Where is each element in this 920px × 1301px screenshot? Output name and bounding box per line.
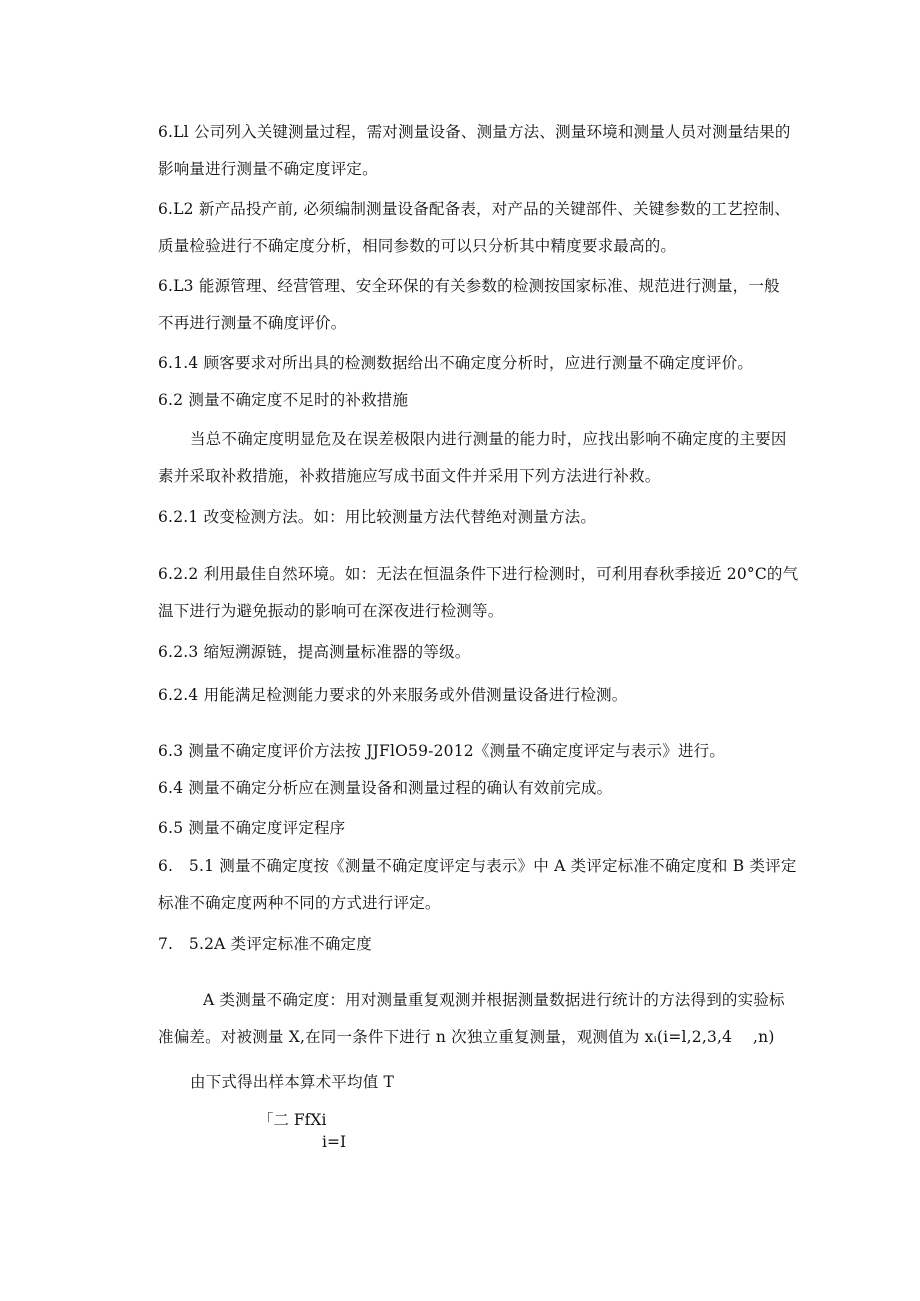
para-mean-intro: 由下式得出样本算术平均值 T — [190, 1073, 395, 1091]
para-6-3: 6.3 测量不确定度评价方法按 JJFlO59-2012《测量不确定度评定与表示》进行。 — [158, 742, 726, 760]
para-type-a-line-2: 准偏差。对被测量 X,在同一条件下进行 n 次独立重复测量，观测值为 xᵢ(i=l,2,3,4 ,n) — [158, 1028, 775, 1046]
para-6-2-2-line-1: 6.2.2 利用最佳自然环境。如：无法在恒温条件下进行检测时，可利用春秋季接近 20°C的气 — [158, 565, 799, 583]
para-6-1-2-line-2: 质量检验进行不确定度分析，相同参数的可以只分析其中精度要求最高的。 — [158, 237, 677, 255]
heading-6-5: 6.5 测量不确定度评定程序 — [158, 819, 346, 837]
para-6-1-1-line-1: 6.Ll 公司列入关键测量过程，需对测量设备、测量方法、测量环境和测量人员对测量结果的 — [158, 123, 791, 141]
para-remedy-line-2: 素并采取补救措施，补救措施应写成书面文件并采用下列方法进行补救。 — [158, 467, 661, 485]
para-6-2-3: 6.2.3 缩短溯源链，提高测量标准器的等级。 — [158, 643, 471, 661]
formula-main: 「二 FfXi — [258, 1111, 327, 1129]
para-6-1-1-line-2: 影响量进行测量不确定度评定。 — [158, 160, 378, 178]
para-6-2-2-line-2: 温下进行为避免振动的影响可在深夜进行检测等。 — [158, 602, 504, 620]
para-6-2-4: 6.2.4 用能满足检测能力要求的外来服务或外借测量设备进行检测。 — [158, 686, 628, 704]
para-6-1-3-line-2: 不再进行测量不确度评价。 — [158, 314, 347, 332]
para-6-5-1-line-2: 标准不确定度两种不同的方式进行评定。 — [158, 894, 441, 912]
para-6-4: 6.4 测量不确定分析应在测量设备和测量过程的确认有效前完成。 — [158, 779, 613, 797]
para-6-5-1-line-1: 6. 5.1 测量不确定度按《测量不确定度评定与表示》中 A 类评定标准不确定度和 B 类评定 — [158, 857, 797, 875]
para-6-1-3-line-1: 6.L3 能源管理、经营管理、安全环保的有关参数的检测按国家标准、规范进行测量，一般 — [158, 277, 780, 295]
para-6-2-1: 6.2.1 改变检测方法。如：用比较测量方法代替绝对测量方法。 — [158, 508, 597, 526]
para-6-1-4: 6.1.4 顾客要求对所出具的检测数据给出不确定度分析时，应进行测量不确定度评价。 — [158, 354, 754, 372]
formula-subscript: i=I — [322, 1133, 347, 1151]
para-remedy-line-1: 当总不确定度明显危及在误差极限内进行测量的能力时，应找出影响不确定度的主要因 — [190, 430, 787, 448]
para-6-1-2-line-1: 6.L2 新产品投产前, 必须编制测量设备配备表，对产品的关键部件、关键参数的工艺控制、 — [158, 200, 791, 218]
heading-6-5-2: 7. 5.2A 类评定标准不确定度 — [158, 935, 372, 953]
mean-formula — [258, 1110, 347, 1151]
heading-6-2: 6.2 测量不确定度不足时的补救措施 — [158, 391, 409, 409]
para-type-a-line-1: A 类测量不确定度：用对测量重复观测并根据测量数据进行统计的方法得到的实验标 — [203, 991, 785, 1009]
